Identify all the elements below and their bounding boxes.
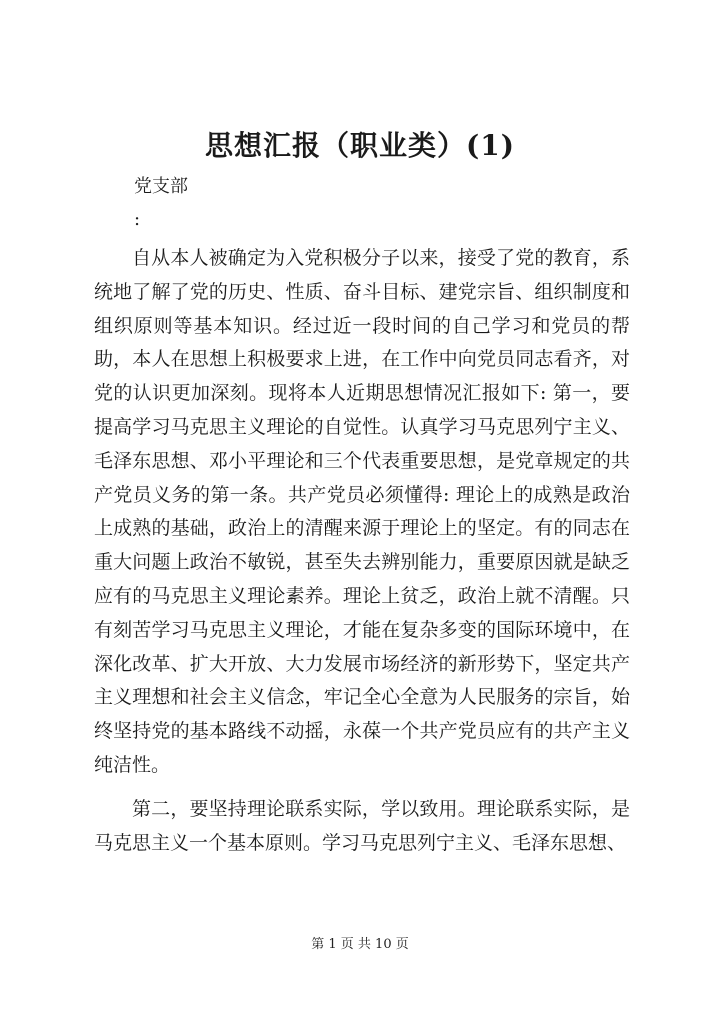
paragraph-2: 第二，要坚持理论联系实际，学以致用。理论联系实际，是马克思主义一个基本原则。学习马克思列宁主义、毛泽东思想、 bbox=[94, 797, 630, 854]
salutation-colon: : bbox=[134, 209, 141, 230]
document-body bbox=[94, 242, 630, 860]
paragraph-1: 自从本人被确定为入党积极分子以来，接受了党的教育，系统地了解了党的历史、性质、奋斗目标、建党宗旨、组织制度和组织原则等基本知识。经过近一段时间的自己学习和党员的帮助，本人在思想上积极要求上进，在工作中向党员同志看齐，对党的认识更加深刻。现将本人近期思想情况汇报如下: 第一，要提高学习马克思主义理论的自觉性。认真学习马克思列宁主义、毛泽东思想、邓小平理论和三个代表重要思想，是党章规定的共产党员义务的第一条。共产党员必须懂得: 理论上的成熟是政治上成熟的基础，政治上的清醒来源于理论上的坚定。有的同志在重大问题上政治不敏锐，甚至失去辨别能力，重要原因就是缺乏应有的马克思主义理论素养。理论上贫乏，政治上就不清醒。只有刻苦学习马克思主义理论，才能在复杂多变的国际环境中，在深化改革、扩大开放、大力发展市场经济的新形势下，坚定共产主义理想和社会主义信念，牢记全心全意为人民服务的宗旨，始终坚持党的基本路线不动摇，永葆一个共产党员应有的共产主义纯洁性。 bbox=[94, 247, 630, 776]
page-footer: 第 1 页 共 10 页 bbox=[311, 937, 409, 952]
document-title: 思想汇报（职业类）(1) bbox=[205, 129, 515, 162]
salutation: 党支部 bbox=[134, 176, 188, 197]
